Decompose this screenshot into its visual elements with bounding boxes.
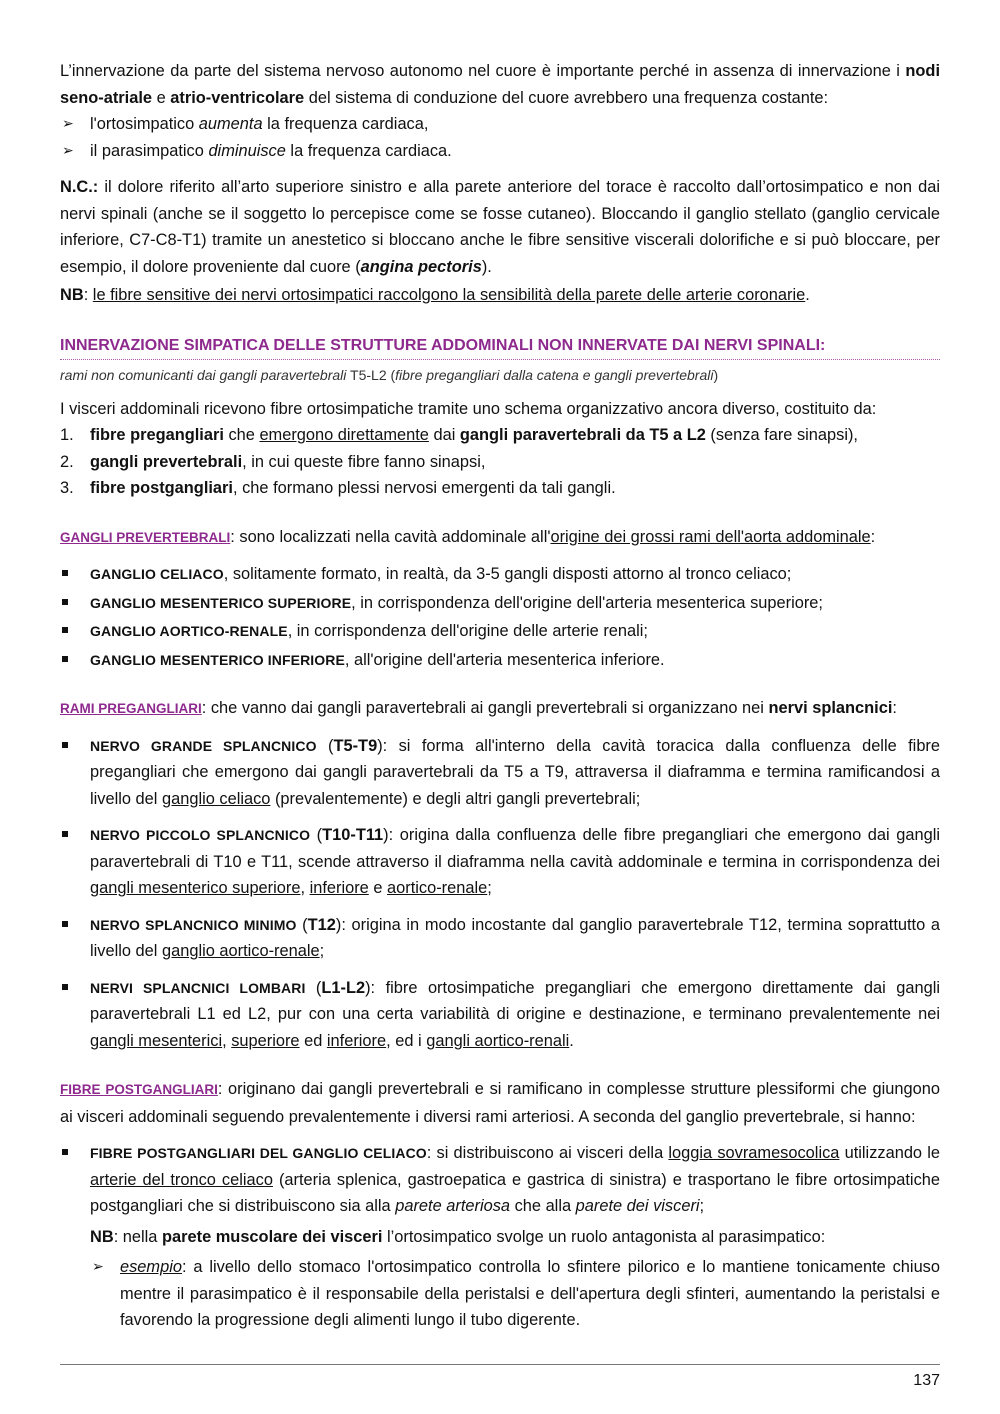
list-item: GANGLIO MESENTERICO INFERIORE, all'origine dell'arteria mesenterica inferiore. bbox=[60, 647, 940, 674]
footer-divider bbox=[60, 1364, 940, 1365]
list-item: FIBRE POSTGANGLIARI DEL GANGLIO CELIACO: si distribuiscono ai visceri della loggia sovramesocolica utilizzando le arterie del tronco celiaco (arteria splenica, gastroepatica e gastrica di sinistra) e trasportano le fibre ortosimpatiche postgangliari che si distribuiscono sia alla parete arteriosa che alla parete dei visceri; bbox=[60, 1140, 940, 1220]
rami-list bbox=[60, 733, 940, 1055]
nc-paragraph: N.C.: il dolore riferito all’arto superiore sinistro e alla parete anteriore del torace è raccolto dall’ortosimpatico e non dai nervi spinali (anche se il soggetto lo percepisce come se fosse cutaneo). Bloccando il ganglio stellato (ganglio cervicale inferiore, C7-C8-T1) tramite un anestetico si bloccano anche le fibre sensitive viscerali dolorifiche e si può bloccare, per esempio, il dolore proveniente dal cuore (angina pectoris). bbox=[60, 178, 940, 276]
intro-paragraph: L’innervazione da parte del sistema nervoso autonomo nel cuore è importante perché in assenza di innervazione i nodi seno-atriale e atrio-ventricolare del sistema di conduzione del cuore avrebbero una frequenza costante: bbox=[60, 62, 940, 107]
section-subtitle: rami non comunicanti dai gangli paravertebrali T5-L2 (fibre pregangliari dalla catena e gangli prevertebrali) bbox=[60, 366, 719, 383]
rami-heading: RAMI PREGANGLIARI: che vanno dai gangli paravertebrali ai gangli prevertebrali si organizzano nei nervi splancnici: bbox=[60, 699, 897, 717]
fibre-example-list bbox=[60, 1254, 940, 1334]
visceri-intro: I visceri addominali ricevono fibre ortosimpatiche tramite uno schema organizzativo ancora diverso, costituito da: bbox=[60, 399, 877, 418]
list-item: NERVO SPLANCNICO MINIMO (T12): origina in modo incostante dal ganglio paravertebrale T12, termina soprattutto a livello del ganglio aortico-renale; bbox=[60, 912, 940, 965]
visceri-list bbox=[60, 422, 940, 502]
list-item: GANGLIO AORTICO-RENALE, in corrispondenza dell'origine delle arterie renali; bbox=[60, 618, 940, 645]
list-item: GANGLIO MESENTERICO SUPERIORE, in corrispondenza dell'origine dell'arteria mesenterica superiore; bbox=[60, 590, 940, 617]
list-item: NERVI SPLANCNICI LOMBARI (L1-L2): fibre ortosimpatiche pregangliari che emergono direttamente dai gangli paravertebrali L1 ed L2, pur con una certa variabilità di origine e destinazione, e terminano prevalentemente nei gangli mesenterici, superiore ed inferiore, ed i gangli aortico-renali. bbox=[60, 975, 940, 1055]
nb-paragraph: NB: le fibre sensitive dei nervi ortosimpatici raccolgono la sensibilità della parete delle arterie coronarie. bbox=[60, 286, 810, 304]
page-number: 137 bbox=[913, 1372, 940, 1389]
list-item: ➢ l'ortosimpatico aumenta la frequenza cardiaca, bbox=[60, 111, 940, 138]
intro-list bbox=[60, 111, 940, 164]
page-content bbox=[60, 58, 940, 1334]
list-item: 3. fibre postgangliari, che formano plessi nervosi emergenti da tali gangli. bbox=[60, 479, 616, 497]
list-item: 2. gangli prevertebrali, in cui queste fibre fanno sinapsi, bbox=[60, 452, 486, 471]
list-item: ➢ il parasimpatico diminuisce la frequenza cardiaca. bbox=[60, 138, 940, 165]
fibre-list bbox=[60, 1140, 940, 1220]
fibre-heading: FIBRE POSTGANGLIARI: originano dai gangli prevertebrali e si ramificano in complesse strutture plessiformi che giungono ai visceri addominali seguendo prevalentemente i diversi rami arteriosi. A seconda del ganglio prevertebrale, si hanno: bbox=[60, 1080, 940, 1126]
section-title: INNERVAZIONE SIMPATICA DELLE STRUTTURE ADDOMINALI NON INNERVATE DAI NERVI SPINALI: bbox=[60, 337, 940, 360]
list-item: 1. fibre pregangliari che emergono direttamente dai gangli paravertebrali da T5 a L2 (senza fare sinapsi), bbox=[60, 426, 858, 444]
gangli-heading: GANGLI PREVERTEBRALI: sono localizzati nella cavità addominale all'origine dei grossi rami dell'aorta addominale: bbox=[60, 527, 876, 546]
fibre-nb: NB: nella parete muscolare dei visceri l’ortosimpatico svolge un ruolo antagonista al parasimpatico: bbox=[90, 1227, 826, 1246]
list-item: NERVO PICCOLO SPLANCNICO (T10-T11): origina dalla confluenza delle fibre pregangliari che emergono dai gangli paravertebrali di T10 e T11, scende attraverso il diaframma nella cavità addominale e termina in corrispondenza dei gangli mesenterico superiore, inferiore e aortico-renale; bbox=[60, 822, 940, 902]
list-item: NERVO GRANDE SPLANCNICO (T5-T9): si forma all'interno della cavità toracica dalla confluenza delle fibre pregangliari che emergono dai gangli paravertebrali da T5 a T9, attraversa il diaframma e termina ramificandosi a livello del ganglio celiaco (prevalentemente) e degli altri gangli prevertebrali; bbox=[60, 733, 940, 813]
list-item: GANGLIO CELIACO, solitamente formato, in realtà, da 3-5 gangli disposti attorno al tronco celiaco; bbox=[60, 561, 940, 588]
list-item: ➢ esempio: a livello dello stomaco l'ortosimpatico controlla lo sfintere pilorico e lo mantiene tonicamente chiuso mentre il parasimpatico è il responsabile della peristalsi e dell'apertura degli sfinteri, aumentando la peristalsi e favorendo la progressione degli alimenti lungo il tubo digerente. bbox=[90, 1254, 940, 1334]
gangli-list bbox=[60, 561, 940, 673]
